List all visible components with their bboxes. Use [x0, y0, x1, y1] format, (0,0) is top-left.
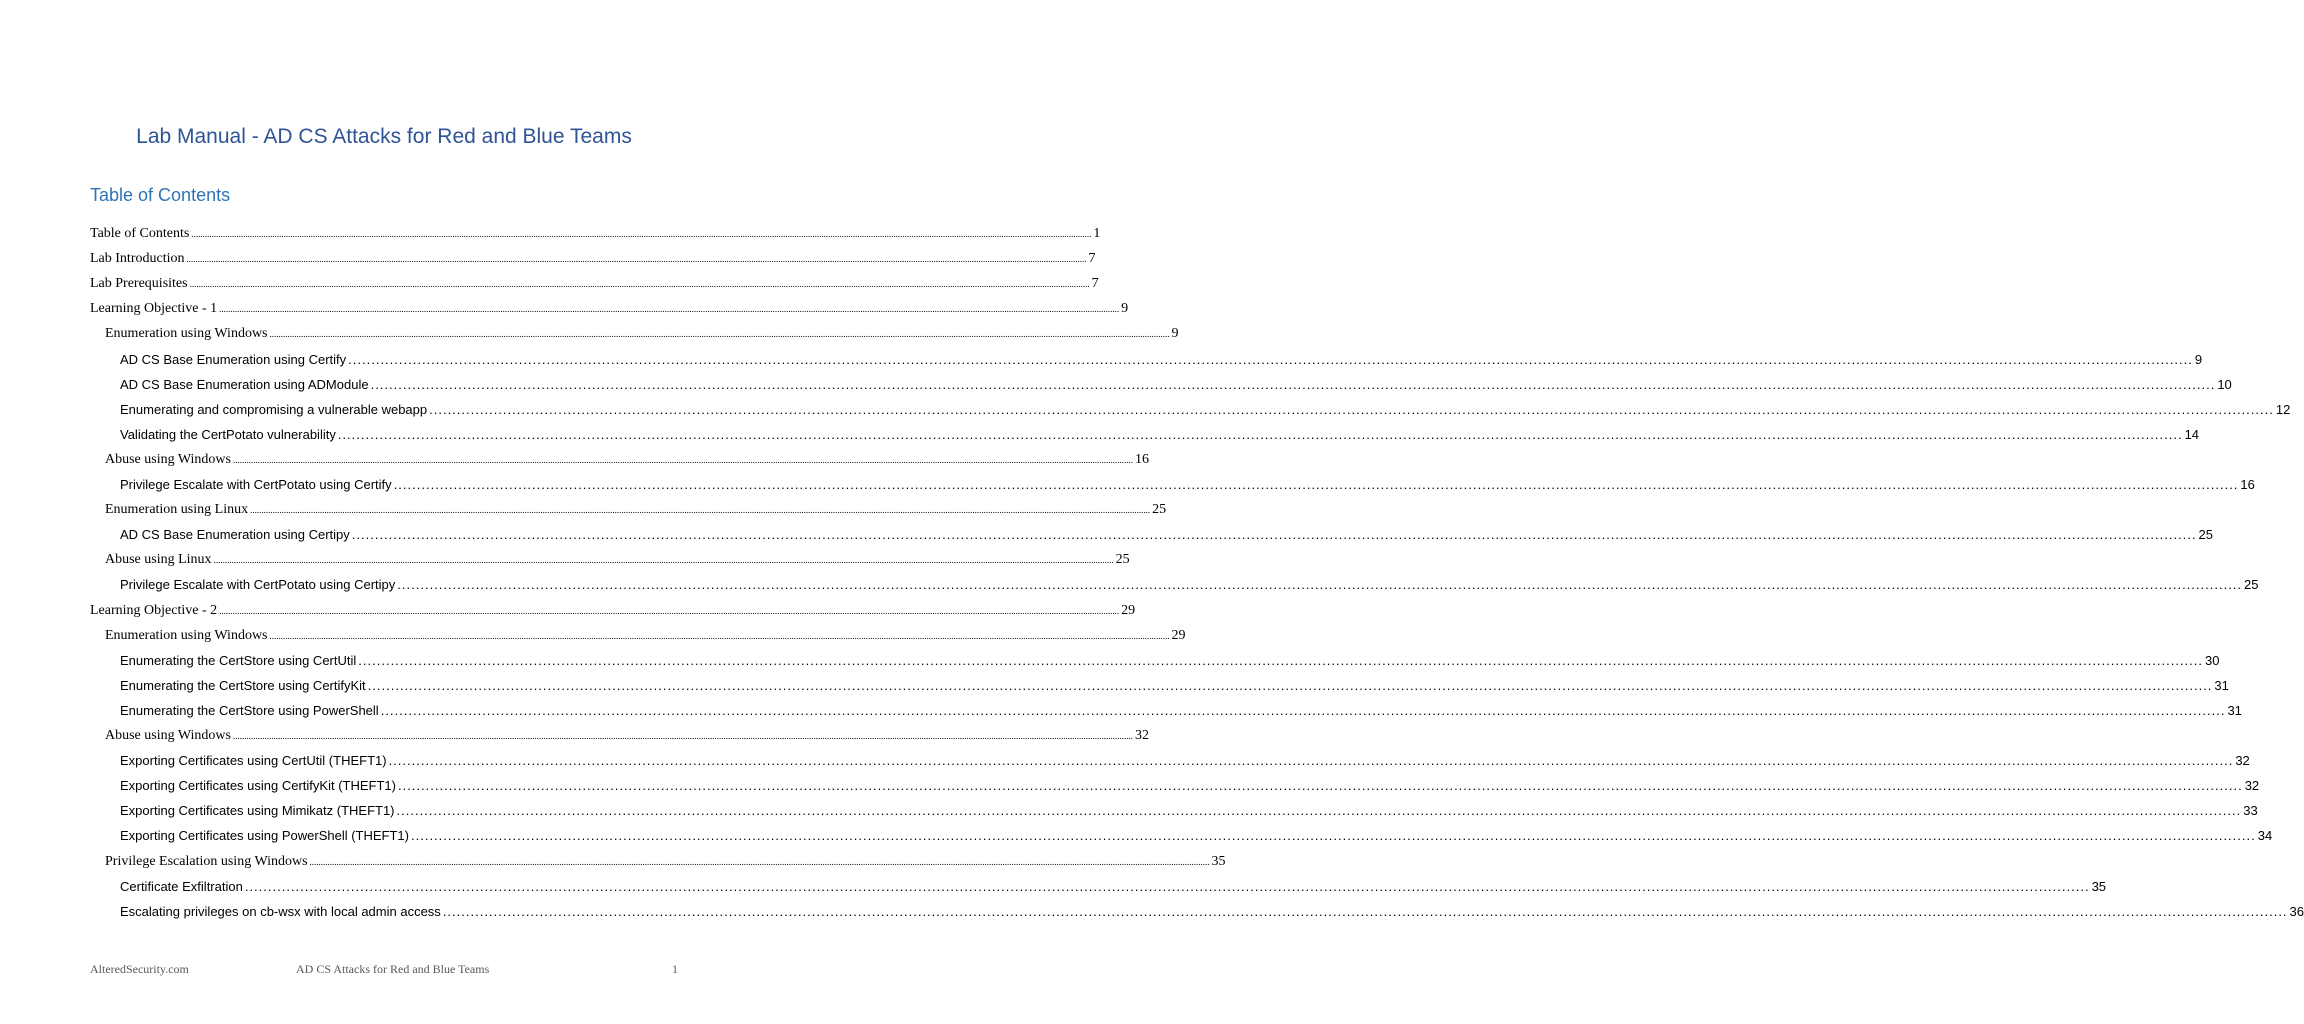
toc-dot-leader: ................................................................................................................................................................................................................................................................................................................................................................................................................ — [232, 454, 1133, 465]
toc-dot-leader: ................................................................................................................................................................................................................................................................................................................................................................................................................ — [219, 605, 1120, 616]
toc-entry-page-number: 14 — [2184, 426, 2200, 442]
toc-entry[interactable] — [120, 423, 2200, 447]
toc-entry-label: Abuse using Windows — [105, 728, 231, 743]
toc-entry-label: Exporting Certificates using CertifyKit (THEFT1) — [120, 778, 396, 794]
toc-dot-leader: ................................................................................................................................................................................................................................................................................................................................................................................................................ — [213, 555, 1114, 566]
toc-dot-leader: ................................................................................................................................................................................................................................................................................................................................................................................................................ — [219, 304, 1120, 315]
toc-entry[interactable] — [120, 348, 2203, 372]
toc-entry-label: Privilege Escalate with CertPotato using Certify — [120, 477, 392, 492]
toc-entry-label: Lab Prerequisites — [90, 276, 188, 292]
toc-entry-page-number: 31 — [2227, 702, 2242, 718]
toc-dot-leader: ................................................................................................................................................................................................................................................................................................................................................................................................................ — [397, 778, 2243, 794]
toc-entry[interactable] — [105, 548, 1130, 572]
toc-entry-page-number: 25 — [1115, 552, 1130, 568]
toc-dot-leader: ................................................................................................................................................................................................................................................................................................................................................................................................................ — [393, 477, 2239, 492]
toc-entry-label: AD CS Base Enumeration using ADModule — [120, 376, 369, 392]
toc-entry[interactable] — [120, 674, 2229, 698]
toc-entry[interactable] — [120, 473, 2255, 497]
toc-entry-page-number: 32 — [2244, 778, 2260, 794]
toc-dot-leader: ................................................................................................................................................................................................................................................................................................................................................................................................................ — [429, 401, 2274, 417]
toc-heading: Table of Contents — [90, 185, 231, 205]
toc-entry-label: Privilege Escalation using Windows — [105, 853, 308, 869]
toc-entry-page-number: 16 — [1134, 451, 1149, 467]
toc-dot-leader: ................................................................................................................................................................................................................................................................................................................................................................................................................ — [189, 279, 1090, 290]
toc-entry-page-number: 10 — [2217, 376, 2232, 392]
toc-entry[interactable] — [120, 398, 2291, 422]
toc-entry[interactable] — [90, 247, 1096, 271]
footer-site: AlteredSecurity.com — [90, 962, 189, 976]
toc-entry[interactable] — [105, 498, 1167, 522]
toc-entry[interactable] — [105, 724, 1149, 748]
toc-entry-label: Learning Objective - 1 — [90, 301, 218, 317]
toc-entry[interactable] — [90, 222, 1101, 246]
toc-entry-page-number: 25 — [2244, 577, 2259, 593]
toc-entry-label: Privilege Escalate with CertPotato using Certipy — [120, 577, 396, 593]
toc-entry-label: Enumeration using Windows — [105, 326, 268, 342]
toc-entry[interactable] — [120, 373, 2232, 397]
toc-entry-page-number: 32 — [2235, 753, 2250, 769]
toc-entry-label: Exporting Certificates using PowerShell (THEFT1) — [120, 828, 409, 844]
toc-entry-label: Validating the CertPotato vulnerability — [120, 426, 336, 442]
toc-entry-page-number: 33 — [2243, 803, 2258, 819]
toc-entry-page-number: 36 — [2289, 903, 2304, 919]
toc-entry-page-number: 35 — [1211, 853, 1226, 869]
toc-dot-leader: ................................................................................................................................................................................................................................................................................................................................................................................................................ — [250, 505, 1151, 516]
toc-entry[interactable] — [90, 297, 1129, 321]
toc-entry-page-number: 34 — [2257, 828, 2273, 844]
toc-entry-page-number: 29 — [1171, 627, 1186, 643]
toc-entry[interactable] — [120, 774, 2260, 798]
toc-entry[interactable] — [120, 799, 2258, 823]
toc-dot-leader: ................................................................................................................................................................................................................................................................................................................................................................................................................ — [358, 652, 2204, 668]
toc-dot-leader: ................................................................................................................................................................................................................................................................................................................................................................................................................ — [269, 630, 1170, 641]
toc-entry[interactable] — [120, 649, 2220, 673]
toc-dot-leader: ................................................................................................................................................................................................................................................................................................................................................................................................................ — [411, 828, 2256, 844]
toc-entry-page-number: 7 — [1091, 276, 1099, 292]
toc-entry[interactable] — [120, 875, 2107, 899]
toc-entry-label: Enumerating the CertStore using CertUtil — [120, 652, 357, 668]
document-title: Lab Manual - AD CS Attacks for Red and Blue Teams — [136, 125, 632, 148]
page-footer — [90, 962, 678, 980]
toc-entry-label: Table of Contents — [90, 226, 190, 241]
toc-entry-label: Enumerating and compromising a vulnerable webapp — [120, 401, 428, 417]
toc-entry-label: Enumerating the CertStore using PowerShell — [120, 702, 379, 718]
toc-entry-label: AD CS Base Enumeration using Certify — [120, 351, 347, 367]
footer-document-title: AD CS Attacks for Red and Blue Teams — [296, 962, 490, 976]
toc-entry-page-number: 31 — [2214, 677, 2229, 693]
toc-entry-page-number: 1 — [1093, 226, 1101, 241]
toc-dot-leader: ................................................................................................................................................................................................................................................................................................................................................................................................................ — [351, 527, 2197, 543]
toc-entry-label: Exporting Certificates using Mimikatz (THEFT1) — [120, 803, 395, 819]
toc-entry-page-number: 9 — [1171, 326, 1179, 342]
toc-entry-label: Enumerating the CertStore using CertifyKit — [120, 677, 366, 693]
toc-entry-page-number: 16 — [2240, 477, 2255, 492]
toc-entry-page-number: 35 — [2091, 878, 2107, 894]
toc-entry-label: Learning Objective - 2 — [90, 602, 218, 618]
footer-page-number: 1 — [672, 962, 678, 976]
toc-entry-label: Enumeration using Linux — [105, 502, 249, 518]
toc-entry-label: AD CS Base Enumeration using Certipy — [120, 527, 350, 543]
toc-entry-label: Exporting Certificates using CertUtil (THEFT1) — [120, 753, 387, 769]
toc-dot-leader: ................................................................................................................................................................................................................................................................................................................................................................................................................ — [397, 577, 2243, 593]
toc-entry[interactable] — [90, 272, 1099, 296]
toc-entry-page-number: 12 — [2275, 401, 2291, 417]
toc-entry-label: Enumeration using Windows — [105, 627, 268, 643]
toc-dot-leader: ................................................................................................................................................................................................................................................................................................................................................................................................................ — [244, 878, 2090, 894]
toc-entry[interactable] — [90, 599, 1136, 623]
toc-dot-leader: ................................................................................................................................................................................................................................................................................................................................................................................................................ — [380, 702, 2226, 718]
toc-dot-leader: ................................................................................................................................................................................................................................................................................................................................................................................................................ — [442, 903, 2288, 919]
toc-entry-page-number: 29 — [1121, 602, 1136, 618]
toc-entry-page-number: 9 — [2194, 351, 2203, 367]
toc-entry[interactable] — [105, 322, 1179, 346]
toc-entry-label: Escalating privileges on cb-wsx with local admin access — [120, 903, 441, 919]
toc-entry[interactable] — [120, 523, 2213, 547]
toc-entry-page-number: 25 — [2198, 527, 2213, 543]
toc-dot-leader: ................................................................................................................................................................................................................................................................................................................................................................................................................ — [370, 376, 2216, 392]
toc-entry-page-number: 9 — [1121, 301, 1129, 317]
toc-entry[interactable] — [120, 749, 2250, 773]
toc-dot-leader: ................................................................................................................................................................................................................................................................................................................................................................................................................ — [396, 803, 2242, 819]
toc-dot-leader: ................................................................................................................................................................................................................................................................................................................................................................................................................ — [269, 329, 1170, 340]
toc-entry-label: Abuse using Windows — [105, 451, 231, 467]
toc-entry[interactable] — [120, 900, 2304, 924]
toc-entry[interactable] — [120, 699, 2242, 723]
toc-dot-leader: ................................................................................................................................................................................................................................................................................................................................................................................................................ — [388, 753, 2234, 769]
toc-dot-leader: ................................................................................................................................................................................................................................................................................................................................................................................................................ — [186, 254, 1087, 265]
toc-entry[interactable] — [120, 573, 2259, 597]
toc-entry-page-number: 7 — [1088, 251, 1096, 267]
toc-entry-page-number: 25 — [1152, 502, 1167, 518]
toc-dot-leader: ................................................................................................................................................................................................................................................................................................................................................................................................................ — [348, 351, 2193, 367]
toc-dot-leader: ................................................................................................................................................................................................................................................................................................................................................................................................................ — [232, 731, 1133, 741]
toc-entry-page-number: 30 — [2205, 652, 2220, 668]
toc-entry[interactable] — [105, 448, 1149, 472]
toc-entry-label: Abuse using Linux — [105, 552, 212, 568]
toc-entry[interactable] — [120, 824, 2273, 848]
toc-entry[interactable] — [105, 624, 1186, 648]
toc-entry[interactable] — [105, 850, 1226, 874]
toc-dot-leader: ................................................................................................................................................................................................................................................................................................................................................................................................................ — [309, 856, 1210, 867]
toc-entry-page-number: 32 — [1134, 728, 1149, 743]
toc-dot-leader: ................................................................................................................................................................................................................................................................................................................................................................................................................ — [337, 426, 2183, 442]
toc-entry-label: Lab Introduction — [90, 251, 185, 267]
toc-entry-label: Certificate Exfiltration — [120, 878, 243, 894]
toc-dot-leader: ................................................................................................................................................................................................................................................................................................................................................................................................................ — [367, 677, 2213, 693]
toc-dot-leader: ................................................................................................................................................................................................................................................................................................................................................................................................................ — [191, 229, 1092, 239]
